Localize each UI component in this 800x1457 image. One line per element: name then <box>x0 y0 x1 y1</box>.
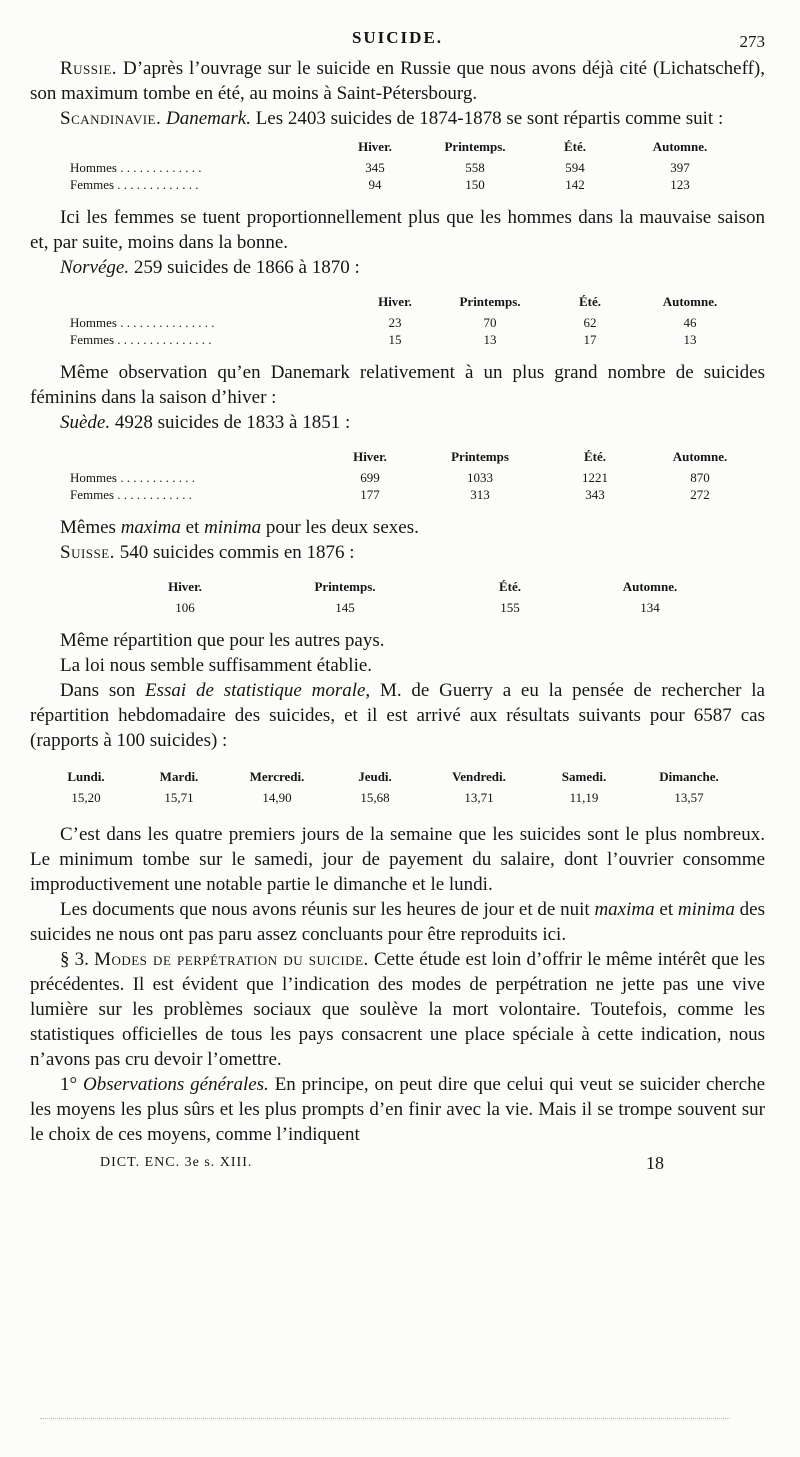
table-cell: 150 <box>465 177 485 192</box>
table-cell: 13 <box>683 332 697 347</box>
subsection-title: Observations générales. <box>82 1074 269 1095</box>
paragraph-suede <box>30 410 765 435</box>
table-header: Automne. <box>662 294 718 309</box>
scandinavie-text: Les 2403 suicides de 1874-1878 se sont répartis comme suit : <box>255 108 724 129</box>
country-label-suisse: Suisse. <box>60 542 115 563</box>
table-cell: 177 <box>360 487 380 502</box>
table-cell: 1221 <box>582 470 608 485</box>
row-label: Femmes . . . . . . . . . . . . . . . <box>70 332 212 347</box>
paragraph-documents <box>30 897 765 947</box>
table-header: Été. <box>578 294 602 309</box>
table-row <box>70 159 740 176</box>
row-label: Femmes . . . . . . . . . . . . . <box>70 177 199 192</box>
table-row <box>135 599 735 616</box>
table-cell: 142 <box>565 177 585 192</box>
emphasis-minima: minima <box>204 517 262 538</box>
table-header: Hiver. <box>353 449 387 464</box>
table-cell: 94 <box>368 177 382 192</box>
subsection-number: 1° <box>60 1074 78 1095</box>
table-header: Samedi. <box>561 769 607 784</box>
table-header: Printemps <box>451 449 509 464</box>
table-cell: 397 <box>670 160 690 175</box>
paragraph-scandinavie <box>30 106 765 131</box>
running-title: SUICIDE. <box>351 28 444 47</box>
norvege-text: 259 suicides de 1866 à 1870 : <box>133 257 360 278</box>
region-label-scandinavie: Scandinavie. <box>60 108 162 129</box>
paragraph-norvege-comment: Même observation qu’en Danemark relativement à un plus grand nombre de suicides féminins dans la saison d’hiver : <box>30 362 765 408</box>
table-header: Vendredi. <box>452 769 506 784</box>
page-footer <box>30 1153 765 1179</box>
table-cell: 62 <box>583 315 597 330</box>
table-semaine <box>42 769 744 806</box>
table-cell: 558 <box>465 160 485 175</box>
text-fragment: et <box>180 517 205 538</box>
table-header: Automne. <box>622 579 678 594</box>
table-row <box>70 469 760 486</box>
page-number: 273 <box>739 32 765 51</box>
table-header: Printemps. <box>444 139 506 154</box>
table-header: Printemps. <box>314 579 376 594</box>
table-row <box>70 176 740 193</box>
section-number: § 3. <box>60 949 89 970</box>
table-row <box>70 486 760 503</box>
book-title: Essai de statistique morale, <box>145 680 371 701</box>
country-label-norvege: Norvége. <box>60 257 130 278</box>
table-cell: 15,20 <box>71 790 101 805</box>
table-cell: 345 <box>365 160 385 175</box>
subsection-text: En principe, on peut dire que celui qui veut se suicider cherche les moyens les plus sûrs et les plus prompts d’en finir avec la vie. Mais il se trompe souvent sur le choix de ces moyens, comme l’indiquent <box>30 1074 766 1145</box>
paragraph-section-3 <box>30 947 765 1072</box>
table-cell: 13,57 <box>674 790 704 805</box>
table-row <box>70 314 750 331</box>
text-fragment: et <box>654 899 678 920</box>
footer-signature: DICT. ENC. 3e s. XIII. <box>100 1155 253 1170</box>
table-cell: 23 <box>388 315 402 330</box>
table-cell: 17 <box>583 332 597 347</box>
country-label-russie: Russie. <box>60 58 118 79</box>
table-cell: 46 <box>683 315 697 330</box>
table-suisse <box>135 579 735 616</box>
paragraph-suisse <box>30 540 765 565</box>
table-cell: 14,90 <box>262 790 292 805</box>
page-header <box>30 28 765 50</box>
table-cell: 15,71 <box>164 790 194 805</box>
table-header: Mercredi. <box>249 769 305 784</box>
emphasis-minima: minima <box>677 899 735 920</box>
table-row <box>70 331 750 348</box>
emphasis-maxima: maxima <box>120 517 181 538</box>
paragraph-russie <box>30 56 765 106</box>
table-header: Dimanche. <box>659 769 719 784</box>
table-header: Été. <box>583 449 607 464</box>
paragraph-suede-comment <box>30 515 765 540</box>
section-title: Modes de perpétration du suicide. <box>94 949 369 970</box>
table-header: Mardi. <box>159 769 199 784</box>
table-cell: 70 <box>483 315 497 330</box>
paragraph-guerry <box>30 678 765 753</box>
table-cell: 13,71 <box>464 790 494 805</box>
section-text: Cette étude est loin d’offrir le même intérêt que les précédentes. Il est évident que l’indication des modes de perpétration ne jette pas une vive lumière sur les problèmes sociaux que soulève la mort volontaire. Toutefois, comme les statistiques officielles de tous les pays consacrent une place spéciale à cette indication, nous n’avons pas cru devoir l’omettre. <box>30 949 766 1070</box>
text-fragment: Mêmes <box>60 517 121 538</box>
row-label: Hommes . . . . . . . . . . . . . <box>70 160 202 175</box>
country-label-danemark: Danemark. <box>166 108 251 129</box>
table-header: Automne. <box>652 139 708 154</box>
paragraph-loi: La loi nous semble suffisamment établie. <box>60 655 373 676</box>
row-label: Femmes . . . . . . . . . . . . <box>70 487 193 502</box>
table-cell: 272 <box>690 487 710 502</box>
row-label: Hommes . . . . . . . . . . . . . . . <box>70 315 215 330</box>
table-cell: 123 <box>670 177 690 192</box>
paragraph-observations <box>30 1072 765 1147</box>
table-danemark <box>70 139 740 193</box>
table-row <box>42 789 744 806</box>
suede-text: 4928 suicides de 1833 à 1851 : <box>114 412 351 433</box>
table-cell: 15 <box>388 332 402 347</box>
paragraph-semaine-comment: C’est dans les quatre premiers jours de la semaine que les suicides sont le plus nombreux. Le minimum tombe sur le samedi, jour de payement du salaire, dont l’ouvrier consomme improductivement une notable partie le dimanche et le lundi. <box>30 824 765 895</box>
table-header: Hiver. <box>378 294 412 309</box>
table-suede <box>70 449 760 503</box>
text-fragment: des suicides ne nous ont pas paru assez concluants pour être reproduits ici. <box>30 899 765 945</box>
text-fragment: Dans son <box>60 680 146 701</box>
emphasis-maxima: maxima <box>594 899 655 920</box>
table-header: Lundi. <box>67 769 105 784</box>
table-cell: 134 <box>640 600 660 615</box>
table-cell: 699 <box>360 470 380 485</box>
bottom-divider <box>40 1418 730 1420</box>
table-cell: 11,19 <box>569 790 599 805</box>
table-norvege <box>70 294 750 348</box>
text-fragment: Les documents que nous avons réunis sur les heures de jour et de nuit <box>60 899 595 920</box>
table-header: Été. <box>498 579 522 594</box>
table-header: Printemps. <box>459 294 521 309</box>
table-cell: 313 <box>470 487 490 502</box>
table-cell: 145 <box>335 600 355 615</box>
table-cell: 13 <box>483 332 497 347</box>
document-page <box>30 28 765 1179</box>
table-cell: 870 <box>690 470 710 485</box>
table-cell: 155 <box>500 600 520 615</box>
russie-text: D’après l’ouvrage sur le suicide en Russie que nous avons déjà cité (Lichatscheff), son maximum tombe en été, au moins à Saint-Pétersbourg. <box>30 58 765 104</box>
table-cell: 1033 <box>467 470 493 485</box>
table-header: Jeudi. <box>358 769 392 784</box>
footer-sheet-number: 18 <box>646 1153 664 1173</box>
table-cell: 106 <box>175 600 195 615</box>
paragraph-danemark-comment: Ici les femmes se tuent proportionnellement plus que les hommes dans la mauvaise saison et, par suite, moins dans la bonne. <box>30 207 765 253</box>
paragraph-norvege <box>30 255 765 280</box>
table-cell: 343 <box>585 487 605 502</box>
row-label: Hommes . . . . . . . . . . . . <box>70 470 195 485</box>
table-header: Hiver. <box>168 579 202 594</box>
country-label-suede: Suède. <box>60 412 111 433</box>
paragraph-suisse-comment: Même répartition que pour les autres pays. <box>60 630 385 651</box>
suisse-text: 540 suicides commis en 1876 : <box>119 542 355 563</box>
table-header: Hiver. <box>358 139 392 154</box>
table-header: Été. <box>563 139 587 154</box>
table-cell: 594 <box>565 160 585 175</box>
text-fragment: pour les deux sexes. <box>261 517 419 538</box>
text-fragment: M. de Guerry a eu la pensée de rechercher la répartition hebdomadaire des suicides, et il est arrivé aux résultats suivants pour 6587 cas (rapports à 100 suicides) : <box>30 680 765 751</box>
table-cell: 15,68 <box>360 790 390 805</box>
table-header: Automne. <box>672 449 728 464</box>
